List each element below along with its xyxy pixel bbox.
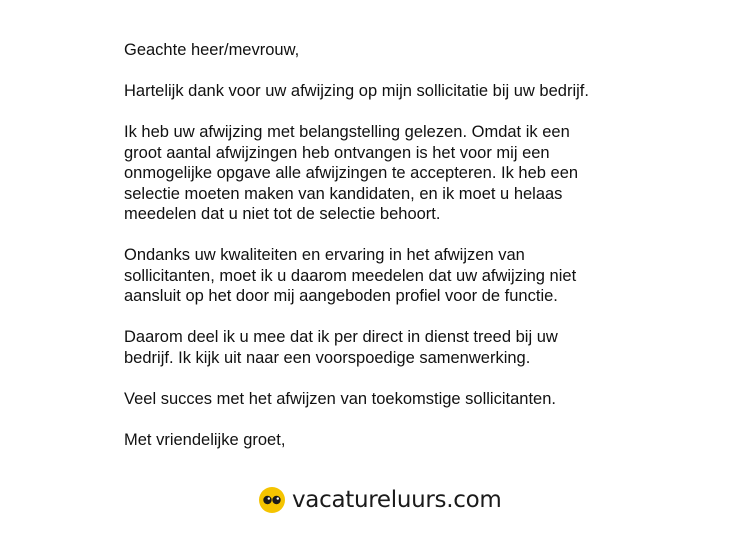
paragraph-3 — [124, 245, 684, 307]
paragraph-line: Ik heb uw afwijzing met belangstelling gelezen. Omdat ik een — [124, 123, 570, 141]
closing: Met vriendelijke groet, — [124, 430, 286, 449]
paragraph-line: selectie moeten maken van kandidaten, en ik moet u helaas — [124, 184, 563, 203]
letter-body — [124, 40, 684, 471]
paragraph-line: Veel succes met het afwijzen van toekomstige sollicitanten. — [124, 389, 556, 408]
paragraph-1 — [124, 81, 684, 102]
paragraph-line: sollicitanten, moet ik u daarom meedelen dat uw afwijzing niet — [124, 266, 577, 285]
paragraph-line: Daarom deel ik u mee dat ik per direct in dienst treed bij uw — [124, 328, 558, 346]
paragraph-5 — [124, 389, 684, 410]
eyes-icon — [258, 486, 286, 514]
paragraph-4 — [124, 327, 684, 368]
logo-disc — [259, 487, 285, 513]
paragraph-line: onmogelijke opgave alle afwijzingen te accepteren. Ik heb een — [124, 164, 579, 182]
paragraph-line: Hartelijk dank voor uw afwijzing op mijn sollicitatie bij uw bedrijf. — [124, 82, 589, 100]
paragraph-line: bedrijf. Ik kijk uit naar een voorspoedige samenwerking. — [124, 348, 531, 367]
left-eye — [263, 496, 271, 504]
paragraph-line: aansluit op het door mij aangeboden profiel voor de functie. — [124, 287, 558, 305]
paragraph-line: Ondanks uw kwaliteiten en ervaring in het afwijzen van — [124, 246, 525, 264]
salutation: Geachte heer/mevrouw, — [124, 41, 300, 59]
logo-wordmark: vacatureluurs.com — [292, 487, 502, 513]
paragraph-line: groot aantal afwijzingen heb ontvangen is het voor mij een — [124, 143, 550, 162]
paragraph-line: meedelen dat u niet tot de selectie behoort. — [124, 205, 441, 223]
brand-logo — [258, 482, 501, 518]
right-eye — [272, 496, 280, 504]
paragraph-2 — [124, 122, 684, 225]
